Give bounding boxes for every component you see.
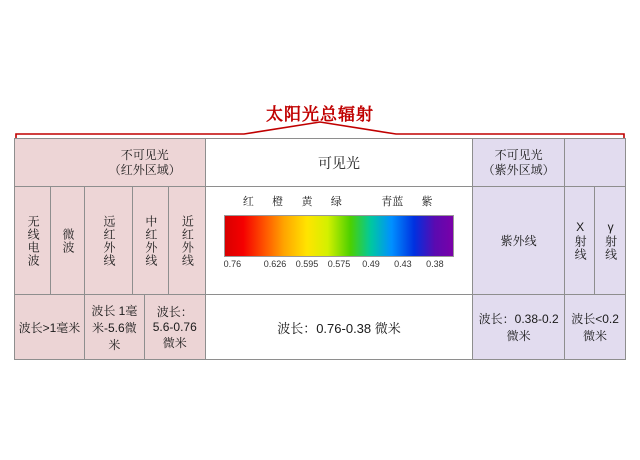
header-uv-line2: （紫外区域） — [482, 162, 555, 177]
band-near-infrared — [169, 187, 206, 295]
table-band-row — [15, 187, 625, 295]
header-infrared-line1: 不可见光 — [120, 147, 169, 162]
band-ultraviolet: 紫外线 — [473, 187, 565, 295]
color-label-violet: 紫 — [421, 196, 433, 208]
tick-049: 0.49 — [362, 259, 380, 269]
wavelength-visible: 波长：0.76-0.38 微米 — [206, 295, 474, 359]
table-wavelength-row — [15, 295, 625, 359]
table-header-row — [15, 139, 625, 187]
header-visible: 可见光 — [206, 139, 474, 187]
tick-0575: 0.575 — [327, 259, 351, 269]
tick-0626: 0.626 — [263, 259, 287, 269]
header-blank-left — [15, 139, 85, 187]
header-ultraviolet — [473, 139, 565, 187]
band-microwave-label: 微波 — [61, 227, 76, 254]
color-label-cyan-blue: 青蓝 — [381, 196, 404, 208]
band-gamma — [595, 187, 625, 295]
band-far-infrared-label: 远红外线 — [101, 214, 116, 267]
color-label-yellow: 黄 — [301, 196, 313, 208]
band-radio-label: 无线电波 — [26, 214, 41, 267]
band-xray-label: X射线 — [573, 220, 588, 261]
spectrum-table — [14, 138, 626, 360]
color-label-red: 红 — [242, 196, 254, 208]
band-gamma-label: γ射线 — [603, 220, 618, 261]
band-microwave — [51, 187, 85, 295]
band-far-infrared — [85, 187, 133, 295]
spectrum-gradient-bar — [224, 215, 455, 257]
tick-0595: 0.595 — [295, 259, 319, 269]
header-blank-right — [565, 139, 625, 187]
band-mid-infrared — [133, 187, 169, 295]
header-infrared-line2: （红外区域） — [108, 162, 181, 177]
band-near-infrared-label: 近红外线 — [180, 214, 195, 267]
diagram-title: 太阳光总辐射 — [266, 105, 374, 124]
spectrum-graphic — [206, 187, 473, 294]
wavelength-far-infrared: 波长 1毫米-5.6微米 — [85, 295, 145, 359]
tick-076: 0.76 — [223, 259, 242, 269]
header-uv-line1: 不可见光 — [494, 147, 543, 162]
tick-038: 0.38 — [426, 259, 444, 269]
color-label-green: 绿 — [330, 196, 342, 208]
header-infrared — [85, 139, 206, 187]
wavelength-radio: 波长>1毫米 — [15, 295, 85, 359]
band-mid-infrared-label: 中红外线 — [143, 214, 158, 267]
brace-bracket — [14, 120, 626, 140]
visible-spectrum-cell — [206, 187, 474, 295]
spectrum-color-labels — [206, 193, 473, 209]
band-radio — [15, 187, 51, 295]
band-xray — [565, 187, 595, 295]
wavelength-mid-near-infrared: 波长：5.6-0.76微米 — [145, 295, 206, 359]
color-label-orange: 橙 — [272, 196, 284, 208]
tick-043: 0.43 — [394, 259, 412, 269]
wavelength-xray-gamma: 波长<0.2 微米 — [565, 295, 625, 359]
wavelength-ultraviolet: 波长：0.38-0.2 微米 — [473, 295, 565, 359]
spectrum-tick-labels — [206, 259, 473, 273]
